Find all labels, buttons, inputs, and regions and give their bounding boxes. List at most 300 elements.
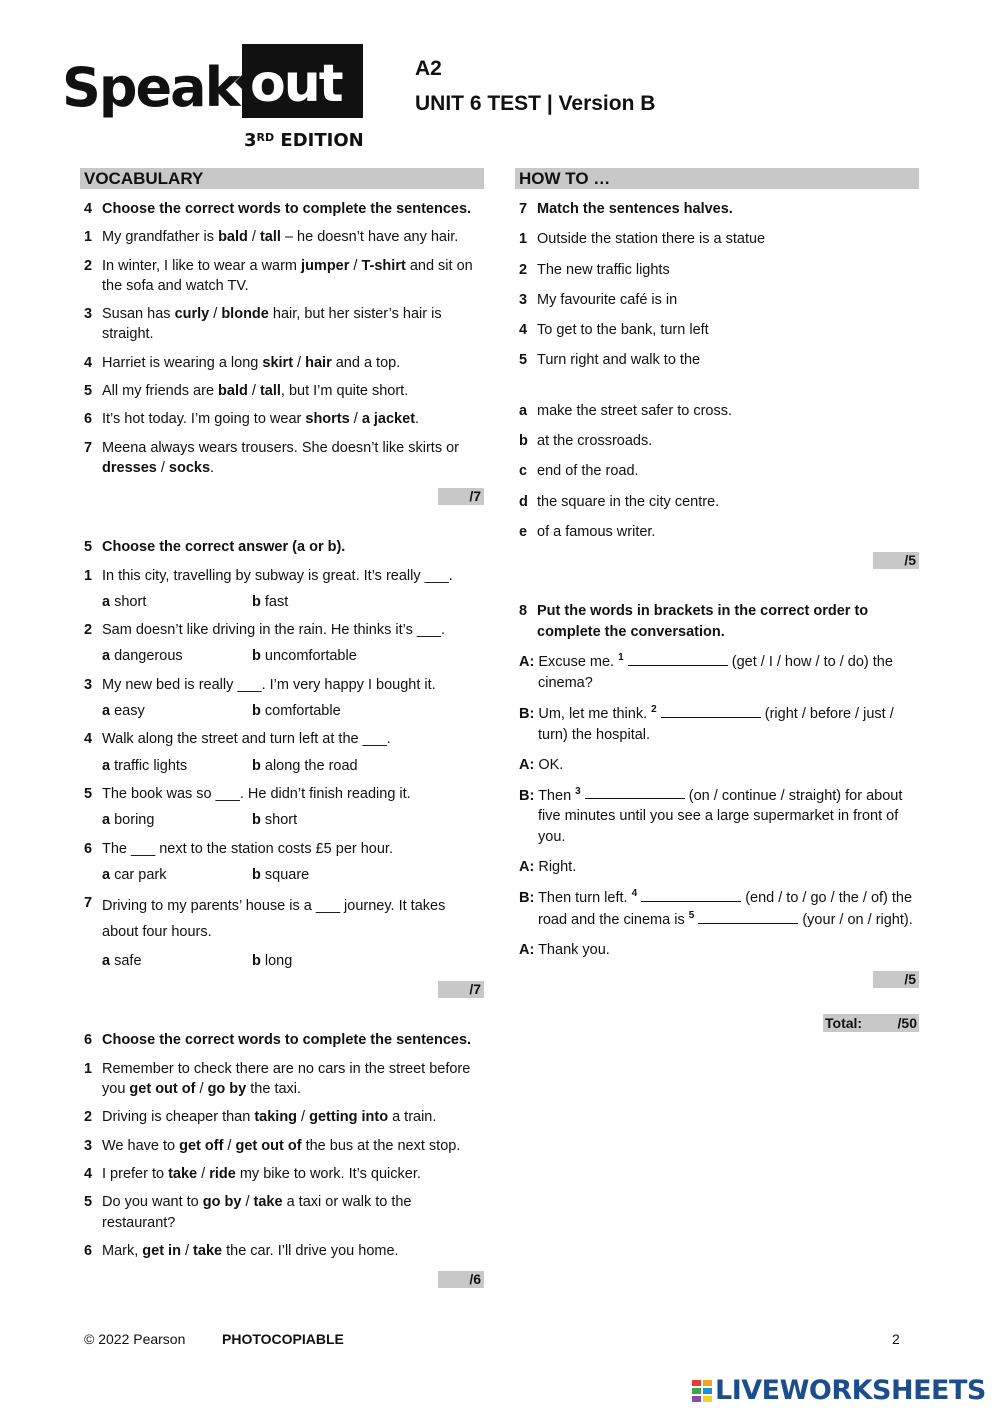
- option-text: safe: [110, 953, 142, 970]
- item-label: 3: [519, 291, 528, 308]
- option-b: [252, 756, 358, 776]
- question-item: [80, 729, 484, 749]
- logo-out-text: out: [250, 54, 342, 114]
- item-text: [102, 304, 484, 345]
- question-5-score: [80, 981, 484, 998]
- item-text-after: my bike to work. It’s quicker.: [235, 1165, 421, 1182]
- item-text: at the crossroads.: [537, 433, 653, 450]
- option-separator: /: [293, 354, 306, 371]
- question-8-heading: [515, 601, 919, 642]
- option-letter: a: [102, 593, 111, 610]
- question-number: 7: [519, 201, 528, 217]
- item-text-after: and sit on the sofa and watch TV.: [102, 257, 473, 294]
- question-item: [80, 1059, 484, 1100]
- question-7-score: [515, 552, 919, 569]
- item-label: e: [519, 523, 528, 540]
- item-question: The book was so ___. He didn’t finish reading it.: [102, 785, 411, 802]
- first-halves-list: [515, 229, 919, 370]
- option-a: [102, 701, 252, 721]
- option-letter: b: [252, 953, 261, 970]
- option-separator: /: [195, 1081, 208, 1098]
- option-2: go by: [207, 1081, 247, 1098]
- logo-cell: [703, 1396, 712, 1402]
- answer-gap: [585, 785, 685, 799]
- item-label: 2: [519, 261, 528, 278]
- question-item: [80, 227, 484, 247]
- item-text-after: hair, but her sister’s hair is straight.: [102, 306, 442, 343]
- item-text: [102, 1107, 484, 1127]
- item-text: end of the road.: [537, 463, 639, 480]
- question-number: 5: [84, 539, 93, 556]
- question-item: [80, 304, 484, 345]
- option-separator: /: [247, 229, 260, 246]
- logo-speak-text: Speak: [62, 56, 239, 119]
- gap-number: 2: [651, 703, 657, 715]
- option-letter: b: [252, 648, 261, 665]
- item-text-after: .: [210, 459, 215, 476]
- speaker: A:: [519, 942, 535, 959]
- vocabulary-column: [80, 168, 484, 1288]
- photocopiable-label: PHOTOCOPIABLE: [222, 1331, 344, 1347]
- item-text: To get to the bank, turn left: [537, 322, 709, 339]
- item-number: 7: [84, 895, 93, 912]
- item-number: 2: [84, 1109, 93, 1126]
- item-number: 3: [84, 676, 93, 693]
- item-text: make the street safer to cross.: [537, 402, 733, 419]
- item-text-before: Susan has: [102, 306, 175, 323]
- option-separator: /: [247, 383, 260, 400]
- item-question: Driving to my parents’ house is a ___ journey. It takes about four hours.: [102, 898, 446, 941]
- item-text-before: It’s hot today. I’m going to wear: [102, 411, 306, 428]
- line-part: Right.: [534, 859, 577, 876]
- option-b: [252, 865, 309, 885]
- gap-number: 3: [575, 785, 581, 797]
- logo-cell: [703, 1388, 712, 1394]
- item-label: a: [519, 402, 528, 419]
- option-text: short: [260, 812, 298, 829]
- option-text: traffic lights: [110, 757, 188, 774]
- line-text: [519, 940, 919, 961]
- option-separator: /: [209, 306, 222, 323]
- option-a: [102, 592, 252, 612]
- option-text: fast: [260, 593, 289, 610]
- question-instruction: Match the sentences halves.: [537, 201, 733, 217]
- item-text: [102, 381, 484, 401]
- question-item: [80, 1164, 484, 1184]
- answer-options: [80, 592, 484, 612]
- question-5-items: [80, 566, 484, 972]
- option-b: [252, 951, 292, 971]
- option-1: dresses: [102, 459, 157, 476]
- item-number: 1: [84, 1060, 93, 1077]
- conversation-line: [515, 887, 919, 931]
- copyright: © 2022 Pearson: [84, 1331, 186, 1347]
- option-a: [102, 646, 252, 666]
- gap-number: 4: [631, 888, 638, 900]
- answer-options: [80, 756, 484, 776]
- option-a: [102, 865, 252, 885]
- option-b: [252, 592, 288, 612]
- question-7-heading: [515, 199, 919, 219]
- match-item: [515, 260, 919, 280]
- liveworksheets-logo-icon: [692, 1380, 712, 1402]
- item-text-after: .: [415, 411, 420, 428]
- option-letter: a: [102, 757, 111, 774]
- item-question: Walk along the street and turn left at the ___.: [102, 731, 391, 748]
- page-title: UNIT 6 TEST | Version B: [415, 92, 656, 115]
- item-text-after: a train.: [388, 1109, 437, 1126]
- option-1: skirt: [262, 354, 294, 371]
- option-2: tall: [259, 229, 281, 246]
- question-item: [80, 893, 484, 945]
- score-box: /7: [438, 981, 484, 998]
- item-text-after: the car. I’ll drive you home.: [222, 1242, 399, 1259]
- logo-cell: [692, 1388, 701, 1394]
- score-box: /5: [873, 552, 919, 569]
- item-question: Sam doesn’t like driving in the rain. He thinks it’s ___.: [102, 622, 446, 639]
- logo-cell: [692, 1380, 701, 1386]
- answer-options: [80, 701, 484, 721]
- item-text-before: Mark,: [102, 1242, 143, 1259]
- item-number: 4: [84, 354, 93, 371]
- question-item: [80, 675, 484, 695]
- item-text-before: Meena always wears trousers. She doesn’t like skirts or: [102, 439, 460, 456]
- howto-heading: HOW TO …: [515, 168, 919, 189]
- question-item: [80, 353, 484, 373]
- question-item: [80, 784, 484, 804]
- option-text: comfortable: [260, 703, 341, 720]
- question-instruction: Choose the correct answer (a or b).: [102, 539, 346, 556]
- item-text: Turn right and walk to the: [537, 352, 701, 369]
- item-number: 1: [84, 567, 93, 584]
- line-text: [519, 651, 919, 694]
- option-separator: /: [156, 459, 169, 476]
- line-part: (your / on / right).: [798, 912, 913, 929]
- item-text: [102, 1192, 484, 1233]
- option-2: get out of: [235, 1137, 302, 1154]
- item-question: My new bed is really ___. I’m very happy I bought it.: [102, 676, 436, 693]
- option-2: socks: [168, 459, 211, 476]
- option-text: uncomfortable: [260, 648, 357, 665]
- line-part: OK.: [534, 756, 564, 773]
- question-item: [80, 409, 484, 429]
- item-number: 6: [84, 1242, 93, 1259]
- option-text: square: [260, 866, 310, 883]
- option-b: [252, 646, 357, 666]
- item-number: 3: [84, 1137, 93, 1154]
- item-text-before: Remember to check there are no cars in the street before you: [102, 1060, 471, 1098]
- question-item: [80, 438, 484, 479]
- option-letter: b: [252, 757, 261, 774]
- item-text: [102, 409, 484, 429]
- match-item: [515, 401, 919, 421]
- question-8-score: [515, 971, 919, 988]
- conversation-line: [515, 755, 919, 776]
- question-item: [80, 1241, 484, 1261]
- total-value: /50: [897, 1015, 917, 1032]
- item-text-before: All my friends are: [102, 383, 219, 400]
- score-box: /7: [438, 488, 484, 505]
- item-text-before: In winter, I like to wear a warm: [102, 257, 302, 274]
- question-6-heading: [80, 1030, 484, 1050]
- gap-number: 1: [618, 651, 624, 663]
- option-letter: a: [102, 648, 111, 665]
- option-2: getting into: [309, 1109, 389, 1126]
- option-text: easy: [110, 703, 145, 720]
- item-text: [102, 1136, 484, 1156]
- line-text: [519, 755, 919, 776]
- liveworksheets-watermark: [692, 1376, 986, 1406]
- question-4-heading: [80, 199, 484, 219]
- item-number: 5: [84, 383, 93, 400]
- option-a: [102, 756, 252, 776]
- option-separator: /: [223, 1137, 236, 1154]
- item-number: 5: [84, 785, 93, 802]
- option-b: [252, 701, 341, 721]
- item-text: The new traffic lights: [537, 261, 670, 278]
- line-text: [519, 785, 919, 849]
- item-text-after: the bus at the next stop.: [301, 1137, 461, 1154]
- item-question: In this city, travelling by subway is great. It’s really ___.: [102, 567, 453, 584]
- question-item: [80, 566, 484, 586]
- liveworksheets-text: LIVEWORKSHEETS: [715, 1375, 986, 1407]
- option-a: [102, 810, 252, 830]
- option-letter: a: [102, 812, 111, 829]
- option-2: a jacket: [361, 411, 416, 428]
- item-text-before: My grandfather is: [102, 229, 219, 246]
- item-number: 6: [84, 840, 93, 857]
- question-number: 6: [84, 1032, 93, 1049]
- total-score: [515, 1014, 919, 1032]
- item-text-before: We have to: [102, 1137, 180, 1154]
- item-number: 5: [84, 1194, 93, 1211]
- item-text-after: the taxi.: [246, 1081, 302, 1098]
- item-text: [102, 353, 484, 373]
- item-text-before: Do you want to: [102, 1194, 203, 1211]
- item-text: the square in the city centre.: [537, 493, 720, 510]
- option-separator: /: [241, 1194, 254, 1211]
- item-number: 7: [84, 439, 93, 456]
- option-letter: b: [252, 812, 261, 829]
- conversation-line: [515, 857, 919, 878]
- answer-gap: [641, 888, 741, 902]
- option-1: get off: [179, 1137, 224, 1154]
- option-1: bald: [218, 383, 248, 400]
- question-number: 4: [84, 201, 93, 217]
- item-number: 1: [84, 229, 93, 246]
- option-b: [252, 810, 297, 830]
- item-text-after: a taxi or walk to the restaurant?: [102, 1194, 412, 1231]
- question-instruction: Choose the correct words to complete the sentences.: [102, 201, 472, 217]
- item-text-after: and a top.: [331, 354, 401, 371]
- conversation-line: [515, 785, 919, 849]
- item-text-before: Driving is cheaper than: [102, 1109, 255, 1126]
- level-label: A2: [415, 57, 442, 80]
- vocabulary-heading: VOCABULARY: [80, 168, 484, 189]
- item-text-after: , but I’m quite short.: [280, 383, 409, 400]
- option-1: taking: [254, 1109, 298, 1126]
- line-text: [519, 857, 919, 878]
- option-letter: b: [252, 866, 261, 883]
- logo-out-box: [242, 44, 363, 118]
- item-number: 4: [84, 731, 93, 748]
- question-item: [80, 1107, 484, 1127]
- option-letter: b: [252, 593, 261, 610]
- conversation-line: [515, 703, 919, 746]
- total-label: Total:: [825, 1015, 863, 1032]
- item-text-before: Harriet is wearing a long: [102, 354, 263, 371]
- item-number: 2: [84, 257, 93, 274]
- item-label: 5: [519, 352, 528, 369]
- answer-gap: [628, 652, 728, 666]
- option-1: bald: [218, 229, 248, 246]
- option-2: ride: [209, 1165, 236, 1182]
- score-box: /5: [873, 971, 919, 988]
- conversation: [515, 651, 919, 961]
- conversation-line: [515, 940, 919, 961]
- question-item: [80, 1192, 484, 1233]
- option-2: take: [253, 1194, 283, 1211]
- speaker: B:: [519, 787, 535, 804]
- match-item: [515, 290, 919, 310]
- edition-word: EDITION: [274, 130, 364, 151]
- option-letter: a: [102, 703, 111, 720]
- question-item: [80, 839, 484, 859]
- line-part: (right / before / just / turn) the hospital.: [538, 705, 894, 743]
- option-letter: b: [252, 703, 261, 720]
- option-separator: /: [297, 1109, 310, 1126]
- option-2: take: [193, 1242, 223, 1259]
- answer-options: [80, 646, 484, 666]
- speaker: B:: [519, 890, 535, 907]
- option-1: jumper: [301, 257, 350, 274]
- total-box: [823, 1014, 919, 1032]
- line-part: (end / to / go / the / of) the road and the cinema is: [538, 890, 913, 929]
- question-item: [80, 1136, 484, 1156]
- option-text: boring: [110, 812, 155, 829]
- option-separator: /: [197, 1165, 210, 1182]
- option-1: go by: [202, 1194, 242, 1211]
- score-box: /6: [438, 1271, 484, 1288]
- item-text-after: – he doesn’t have any hair.: [280, 229, 459, 246]
- item-number: 6: [84, 411, 93, 428]
- question-6-score: [80, 1271, 484, 1288]
- question-number: 8: [519, 603, 528, 620]
- option-letter: a: [102, 866, 111, 883]
- conversation-line: [515, 651, 919, 694]
- item-text: [102, 227, 484, 247]
- item-text: [102, 1059, 484, 1100]
- item-text: of a famous writer.: [537, 523, 656, 540]
- option-1: get in: [142, 1242, 181, 1259]
- item-text: [102, 438, 484, 479]
- speaker: A:: [519, 756, 535, 773]
- answer-gap: [698, 910, 798, 924]
- question-item: [80, 256, 484, 297]
- item-number: 2: [84, 622, 93, 639]
- question-instruction: Choose the correct words to complete the sentences.: [102, 1032, 472, 1049]
- item-label: 4: [519, 322, 528, 339]
- option-a: [102, 951, 252, 971]
- match-item: [515, 461, 919, 481]
- speaker: A:: [519, 653, 535, 670]
- item-text: [102, 256, 484, 297]
- logo-edition: [244, 128, 364, 153]
- line-part: (on / continue / straight) for about five minutes until you see a large supermarket in front of you.: [538, 787, 903, 846]
- option-text: car park: [110, 866, 167, 883]
- match-item: [515, 229, 919, 249]
- item-number: 4: [84, 1165, 93, 1182]
- second-halves-list: [515, 401, 919, 542]
- line-part: Thank you.: [534, 942, 610, 959]
- speaker: A:: [519, 859, 535, 876]
- match-item: [515, 320, 919, 340]
- edition-number: 3: [244, 130, 257, 151]
- item-text: My favourite café is in: [537, 291, 678, 308]
- howto-column: [515, 168, 919, 1032]
- line-part: (get / I / how / to / do) the cinema?: [538, 653, 893, 691]
- match-item: [515, 350, 919, 370]
- option-2: blonde: [221, 306, 269, 323]
- option-letter: a: [102, 953, 111, 970]
- edition-sup: RD: [256, 131, 275, 144]
- answer-gap: [661, 704, 761, 718]
- line-part: Then turn left.: [534, 890, 632, 907]
- item-text-before: I prefer to: [102, 1165, 169, 1182]
- option-text: long: [260, 953, 293, 970]
- item-number: 3: [84, 306, 93, 323]
- option-1: take: [168, 1165, 198, 1182]
- item-label: c: [519, 463, 528, 480]
- line-text: [519, 887, 919, 931]
- option-1: curly: [174, 306, 210, 323]
- item-label: 1: [519, 231, 528, 248]
- logo-cell: [692, 1396, 701, 1402]
- item-text: [102, 1164, 484, 1184]
- answer-options: [80, 865, 484, 885]
- speaker: B:: [519, 705, 535, 722]
- option-1: shorts: [305, 411, 350, 428]
- item-text: [102, 1241, 484, 1261]
- option-text: dangerous: [110, 648, 183, 665]
- option-text: along the road: [260, 757, 358, 774]
- item-question: The ___ next to the station costs £5 per hour.: [102, 840, 393, 857]
- question-item: [80, 620, 484, 640]
- item-label: d: [519, 493, 528, 510]
- gap-number: 5: [688, 910, 695, 922]
- item-label: b: [519, 433, 528, 450]
- option-separator: /: [349, 411, 362, 428]
- question-6-items: [80, 1059, 484, 1261]
- speakout-logo: [62, 44, 367, 154]
- line-part: Um, let me think.: [534, 705, 652, 722]
- question-instruction: Put the words in brackets in the correct order to complete the conversation.: [537, 603, 869, 640]
- match-item: [515, 522, 919, 542]
- option-separator: /: [349, 257, 362, 274]
- line-part: Then: [534, 787, 576, 804]
- line-part: Excuse me.: [534, 653, 619, 670]
- answer-options: [80, 951, 484, 971]
- option-separator: /: [180, 1242, 194, 1259]
- question-5-heading: [80, 537, 484, 557]
- item-text: Outside the station there is a statue: [537, 231, 766, 248]
- match-item: [515, 431, 919, 451]
- option-2: hair: [305, 354, 332, 371]
- option-2: tall: [259, 383, 281, 400]
- question-item: [80, 381, 484, 401]
- line-text: [519, 703, 919, 746]
- option-2: T-shirt: [361, 257, 406, 274]
